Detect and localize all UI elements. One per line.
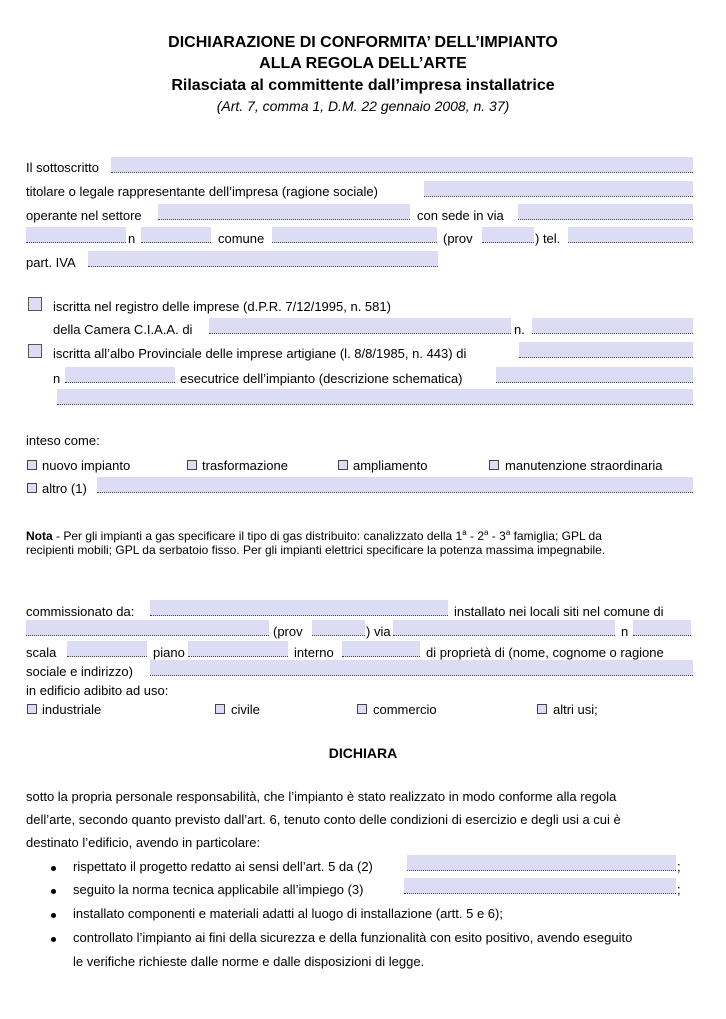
bullet-1-semicolon: ; xyxy=(677,859,681,874)
settore-field[interactable] xyxy=(158,204,410,220)
bullet-4-text-a: controllato l’impianto ai fini della sicurezza e della funzionalità con esito positivo, avendo eseguito xyxy=(73,930,633,945)
bullet-1-text: rispettato il progetto redatto ai sensi dell’art. 5 da (2) xyxy=(73,859,373,874)
numero-label: n xyxy=(128,231,136,246)
sottoscritto-field[interactable] xyxy=(111,157,693,173)
numero-field[interactable] xyxy=(141,227,211,243)
operante-label: operante nel settore xyxy=(26,208,142,223)
scala-field[interactable] xyxy=(67,641,147,657)
ampliamento-checkbox[interactable] xyxy=(338,460,348,470)
albo-checkbox[interactable] xyxy=(28,344,42,358)
nota-line-2: recipienti mobili; GPL da serbatoio fisso. Per gli impianti elettrici specificare la potenza massima impegnabile. xyxy=(26,543,606,557)
piano-label: piano xyxy=(153,645,185,660)
comm-prov-label: (prov xyxy=(273,624,303,639)
prov-label: (prov xyxy=(443,231,473,246)
albo-n-field[interactable] xyxy=(65,367,175,383)
altro-label: altro (1) xyxy=(42,481,87,496)
albo-label: iscritta all’albo Provinciale delle imprese artigiane (l. 8/8/1985, n. 443) di xyxy=(53,346,467,361)
camera-label: della Camera C.I.A.A. di xyxy=(53,322,193,337)
iva-label: part. IVA xyxy=(26,255,76,270)
piano-field[interactable] xyxy=(188,641,288,657)
altro-field[interactable] xyxy=(97,477,693,493)
bullet-4-text-b: le verifiche richieste dalle norme e dalle disposizioni di legge. xyxy=(73,954,425,969)
comm-via-field[interactable] xyxy=(393,620,615,636)
commissionato-field[interactable] xyxy=(150,600,448,616)
norma-field[interactable] xyxy=(404,878,676,894)
albo-n-label: n xyxy=(53,371,61,386)
manutenzione-label: manutenzione straordinaria xyxy=(505,458,663,473)
altro-checkbox[interactable] xyxy=(27,483,37,493)
via-field[interactable] xyxy=(518,204,693,220)
comune-installazione-field[interactable] xyxy=(26,620,269,636)
bullet-1 xyxy=(51,866,56,871)
title-line-3: Rilasciata al committente dall’impresa installatrice xyxy=(171,77,555,94)
title-line-1: DICHIARAZIONE DI CONFORMITA’ DELL’IMPIANTO xyxy=(168,34,558,51)
dichiara-p2: dell’arte, secondo quanto previsto dall’art. 6, tenuto conto delle condizioni di esercizio e degli usi a cui è xyxy=(26,812,621,827)
sociale-label: sociale e indirizzo) xyxy=(26,664,133,679)
bullet-4 xyxy=(51,937,56,942)
titolare-label: titolare o legale rappresentante dell’impresa (ragione sociale) xyxy=(26,184,378,199)
comm-via-label: ) via xyxy=(366,624,391,639)
nota-sup-3: a xyxy=(505,528,511,537)
nota-text-1-end: famiglia; GPL da xyxy=(510,529,602,543)
commercio-label: commercio xyxy=(373,702,437,717)
nota-sep-1: - 2 xyxy=(466,529,485,543)
nuovo-impianto-checkbox[interactable] xyxy=(27,460,37,470)
dichiara-heading: DICHIARA xyxy=(328,745,398,761)
camera-n-field[interactable] xyxy=(532,318,693,334)
camera-n-label: n. xyxy=(514,322,525,337)
bullet-2-semicolon: ; xyxy=(677,882,681,897)
nota-sup-1: a xyxy=(462,528,467,537)
sottoscritto-label: Il sottoscritto xyxy=(26,160,99,175)
dichiara-p3: destinato l’edificio, avendo in particolare: xyxy=(26,835,261,850)
nota-bold: Nota xyxy=(26,529,53,543)
nota-sup-2: a xyxy=(484,528,489,537)
comm-prov-field[interactable] xyxy=(312,620,365,636)
dichiara-p1: sotto la propria personale responsabilità, che l’impianto è stato realizzato in modo conforme alla regola xyxy=(26,789,617,804)
proprietario-field[interactable] xyxy=(150,660,693,676)
registro-label: iscritta nel registro delle imprese (d.P.R. 7/12/1995, n. 581) xyxy=(53,299,391,314)
nota-text-1: - Per gli impianti a gas specificare il tipo di gas distribuito: canalizzato della 1 xyxy=(52,529,463,543)
interno-label: interno xyxy=(294,645,334,660)
inteso-label: inteso come: xyxy=(26,433,100,448)
comm-n-label: n xyxy=(621,624,629,639)
progettista-field[interactable] xyxy=(407,855,676,871)
title-line-2: ALLA REGOLA DELL’ARTE xyxy=(259,55,467,72)
installato-label: installato nei locali siti nel comune di xyxy=(454,604,664,619)
esecutrice-field[interactable] xyxy=(496,367,693,383)
esecutrice-label: esecutrice dell’impianto (descrizione schematica) xyxy=(180,371,463,386)
nuovo-impianto-label: nuovo impianto xyxy=(42,458,131,473)
bullet-3 xyxy=(51,913,56,918)
registro-checkbox[interactable] xyxy=(28,297,42,311)
altri-usi-label: altri usi; xyxy=(553,702,598,717)
comm-n-field[interactable] xyxy=(633,620,691,636)
civile-label: civile xyxy=(231,702,260,717)
manutenzione-checkbox[interactable] xyxy=(489,460,499,470)
civile-checkbox[interactable] xyxy=(215,704,225,714)
interno-field[interactable] xyxy=(342,641,420,657)
altri-usi-checkbox[interactable] xyxy=(537,704,547,714)
scala-label: scala xyxy=(26,645,57,660)
prov-field[interactable] xyxy=(482,227,534,243)
trasformazione-label: trasformazione xyxy=(202,458,288,473)
commercio-checkbox[interactable] xyxy=(357,704,367,714)
ragione-sociale-field[interactable] xyxy=(424,181,693,197)
commissionato-label: commissionato da: xyxy=(26,604,135,619)
subtitle: (Art. 7, comma 1, D.M. 22 gennaio 2008, n. 37) xyxy=(216,98,510,114)
bullet-2 xyxy=(51,889,56,894)
camera-field[interactable] xyxy=(209,318,511,334)
iva-field[interactable] xyxy=(88,251,438,267)
comune-label: comune xyxy=(218,231,265,246)
nota-line-1 xyxy=(26,525,602,544)
edificio-label: in edificio adibito ad uso: xyxy=(26,683,169,698)
nota-sep-2: - 3 xyxy=(488,529,506,543)
albo-field[interactable] xyxy=(519,342,693,358)
tel-label: ) tel. xyxy=(535,231,561,246)
bullet-2-text: seguito la norma tecnica applicabile all’impiego (3) xyxy=(73,882,364,897)
industriale-label: industriale xyxy=(42,702,102,717)
comune-field[interactable] xyxy=(272,227,437,243)
sede-label: con sede in via xyxy=(417,208,504,223)
tel-field[interactable] xyxy=(568,227,693,243)
industriale-checkbox[interactable] xyxy=(27,704,37,714)
trasformazione-checkbox[interactable] xyxy=(187,460,197,470)
via-cont-field[interactable] xyxy=(26,227,126,243)
bullet-3-text: installato componenti e materiali adatti al luogo di installazione (artt. 5 e 6); xyxy=(73,906,503,921)
ampliamento-label: ampliamento xyxy=(353,458,428,473)
proprieta-label: di proprietà di (nome, cognome o ragione xyxy=(426,645,664,660)
descrizione-field[interactable] xyxy=(57,389,693,405)
